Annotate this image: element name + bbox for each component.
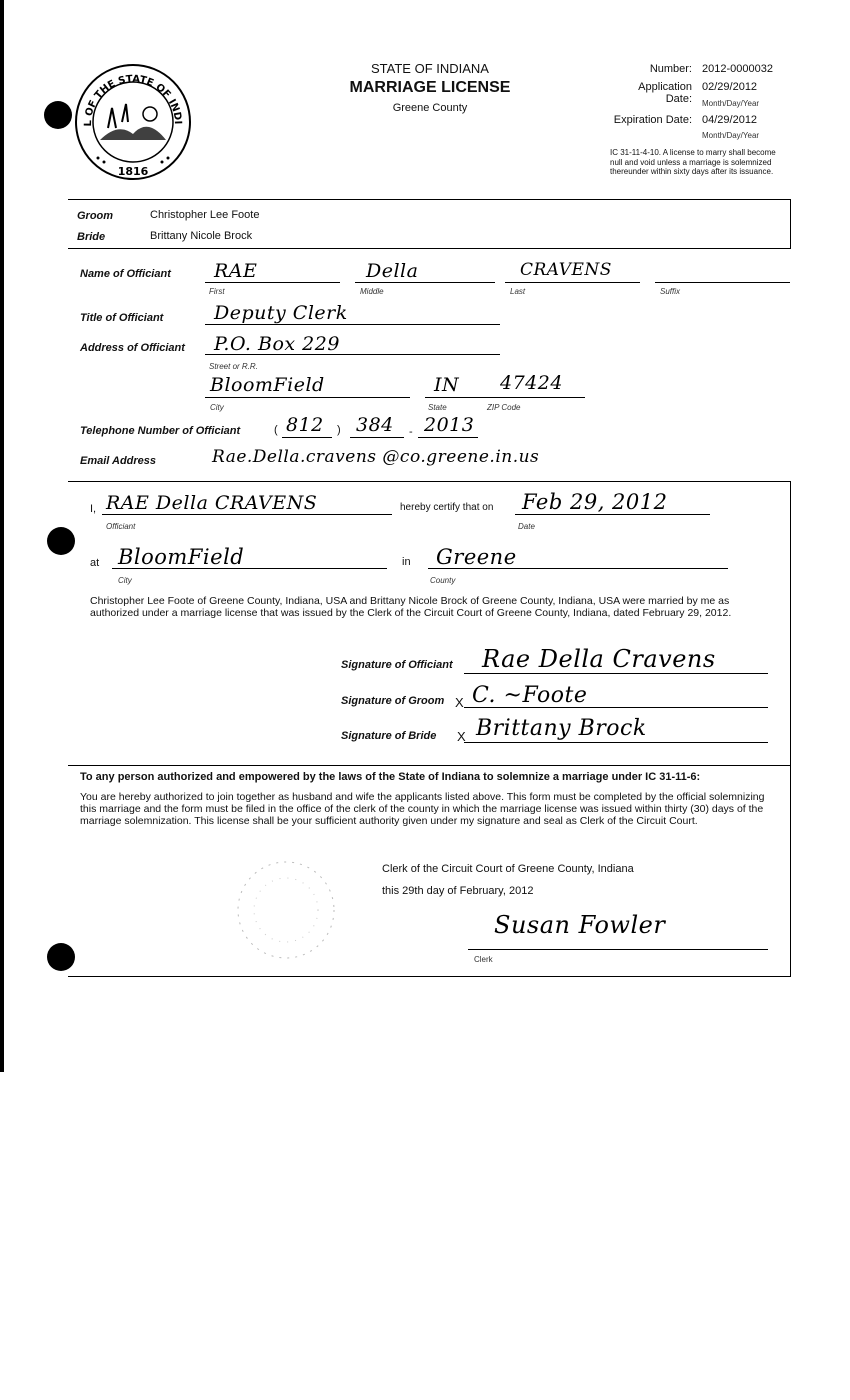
officiant-state: IN: [434, 374, 460, 396]
certificate-officiant: RAE Della CRAVENS: [106, 492, 318, 514]
authority-body-text: You are hereby authorized to join together as husband and wife the applicants listed above. This form must be completed by the official solemnizing this marriage and the form must be filed in the office of the clerk of the county in which the marriage license was issued within thirty (30) days of the marriage solemnization. This license shall be your sufficient authority given under my signature and seal as Clerk of the Circuit Court.: [80, 791, 765, 827]
street-line: [205, 354, 500, 355]
officiant-caption: Officiant: [106, 522, 136, 531]
phone-open-paren: (: [274, 424, 278, 436]
last-caption: Last: [510, 287, 526, 296]
bride-name: Brittany Nicole Brock: [150, 230, 253, 242]
seal-year: 1816: [117, 165, 149, 178]
groom-signature-x: X: [455, 695, 464, 710]
marriage-city-line: [112, 568, 387, 569]
expiration-date-label: Expiration Date:: [613, 114, 692, 126]
middle-name-line: [355, 282, 495, 283]
authority-heading: To any person authorized and empowered by the laws of the State of Indiana to solemnize a marriage under IC 31-11-6:: [80, 771, 701, 783]
officiant-address-label: Address of Officiant: [80, 342, 185, 354]
bride-signature-line: [464, 742, 768, 743]
phone-close-paren: ): [337, 424, 341, 436]
phone-dash: -: [409, 426, 413, 438]
groom-signature-line: [464, 707, 768, 708]
clerk-caption: Clerk: [474, 955, 493, 964]
suffix-caption: Suffix: [660, 287, 681, 296]
phone-prefix: 384: [356, 414, 394, 436]
authority-body: [80, 791, 765, 827]
officiant-first-name: RAE: [214, 260, 258, 282]
at-label: at: [90, 557, 100, 569]
last-name-line: [505, 282, 640, 283]
state-line: [425, 397, 485, 398]
clerk-signature-line: [468, 949, 768, 950]
officiant-title: Deputy Clerk: [214, 302, 348, 324]
officiant-middle-name: Della: [366, 260, 419, 282]
groom-name: Christopher Lee Foote: [150, 209, 260, 221]
marriage-county: Greene: [436, 545, 517, 569]
phone-area-code: 812: [286, 414, 324, 436]
left-edge-line: [0, 0, 4, 1072]
in-label: in: [402, 556, 411, 568]
title-line: [205, 324, 500, 325]
marriage-city: BloomField: [118, 545, 245, 569]
date-line: [515, 514, 710, 515]
first-name-line: [205, 282, 340, 283]
officiant-city: BloomField: [210, 374, 325, 396]
bride-signature: Brittany Brock: [476, 716, 647, 741]
officiant-street: P.O. Box 229: [214, 333, 340, 355]
license-number: 2012-0000032: [702, 63, 773, 75]
bride-signature-x: X: [457, 729, 466, 744]
svg-text:SEAL OF THE STATE OF INDIANA: [68, 62, 183, 127]
zip-line: [485, 397, 585, 398]
officiant-phone-label: Telephone Number of Officiant: [80, 425, 241, 437]
line-number-line: [418, 437, 478, 438]
i-label: I,: [90, 503, 97, 515]
first-caption: First: [209, 287, 225, 296]
certificate-box: [68, 481, 791, 766]
validity-notice: IC 31-11-4-10. A license to marry shall become null and void unless a marriage is solemnized thereunder within sixty days after its issuance.: [610, 148, 776, 176]
clerk-of-court: Clerk of the Circuit Court of Greene County, Indiana: [382, 863, 634, 875]
zip-caption: ZIP Code: [487, 403, 521, 412]
certify-text: hereby certify that on: [400, 502, 494, 513]
clerk-seal-impression: [226, 855, 346, 965]
phone-line-number: 2013: [424, 414, 475, 436]
date-format-hint: Month/Day/Year: [702, 131, 760, 140]
groom-label: Groom: [77, 210, 114, 222]
suffix-line: [655, 282, 790, 283]
page-title: MARRIAGE LICENSE: [349, 79, 511, 96]
officiant-signature: Rae Della Cravens: [482, 645, 716, 673]
officiant-email: Rae.Della.cravens @co.greene.in.us: [212, 447, 540, 467]
seal-arc-text: L OF THE STATE OF INDI: [82, 73, 184, 127]
county-caption: County: [430, 576, 456, 585]
officiant-email-label: Email Address: [80, 455, 157, 467]
expiration-date: 04/29/2012: [702, 114, 758, 126]
officiant-last-name: CRAVENS: [520, 260, 612, 280]
clerk-dated: this 29th day of February, 2012: [382, 885, 534, 897]
application-date: 02/29/2012: [702, 81, 758, 93]
number-label: Number:: [649, 63, 692, 75]
middle-caption: Middle: [360, 287, 384, 296]
date-format-hint: Month/Day/Year: [702, 99, 760, 108]
marriage-statement: [90, 595, 780, 619]
city-line: [205, 397, 410, 398]
header-state: STATE OF INDIANA: [371, 61, 489, 76]
officiant-zip: 47424: [500, 372, 563, 394]
officiant-signature-label: Signature of Officiant: [341, 659, 453, 671]
street-caption: Street or R.R.: [209, 362, 258, 371]
header-county: Greene County: [392, 102, 468, 114]
officiant-title-label: Title of Officiant: [80, 312, 164, 324]
marriage-statement-text: Christopher Lee Foote of Greene County, Indiana, USA and Brittany Nicole Brock of Greene County, Indiana, USA were married by me as authorized under a marriage license that was issued by the Clerk of the Circuit Court of Greene County, Indiana, dated February 29, 2012.: [90, 595, 732, 619]
bride-signature-label: Signature of Bride: [341, 730, 437, 742]
clerk-signature: Susan Fowler: [494, 911, 666, 939]
officiant-name-label: Name of Officiant: [80, 268, 171, 280]
prefix-line: [350, 437, 404, 438]
certificate-officiant-line: [102, 514, 392, 515]
date-caption: Date: [518, 522, 535, 531]
city-caption: City: [118, 576, 132, 585]
groom-signature: C. ~Foote: [472, 683, 588, 708]
city-caption: City: [210, 403, 224, 412]
state-seal: [68, 62, 198, 182]
groom-signature-label: Signature of Groom: [341, 695, 445, 707]
area-code-line: [282, 437, 332, 438]
marriage-date: Feb 29, 2012: [522, 490, 668, 514]
application-date-label: Application Date:: [638, 81, 692, 105]
state-caption: State: [428, 403, 447, 412]
marriage-county-line: [428, 568, 728, 569]
officiant-signature-line: [464, 673, 768, 674]
bride-label: Bride: [77, 231, 106, 243]
